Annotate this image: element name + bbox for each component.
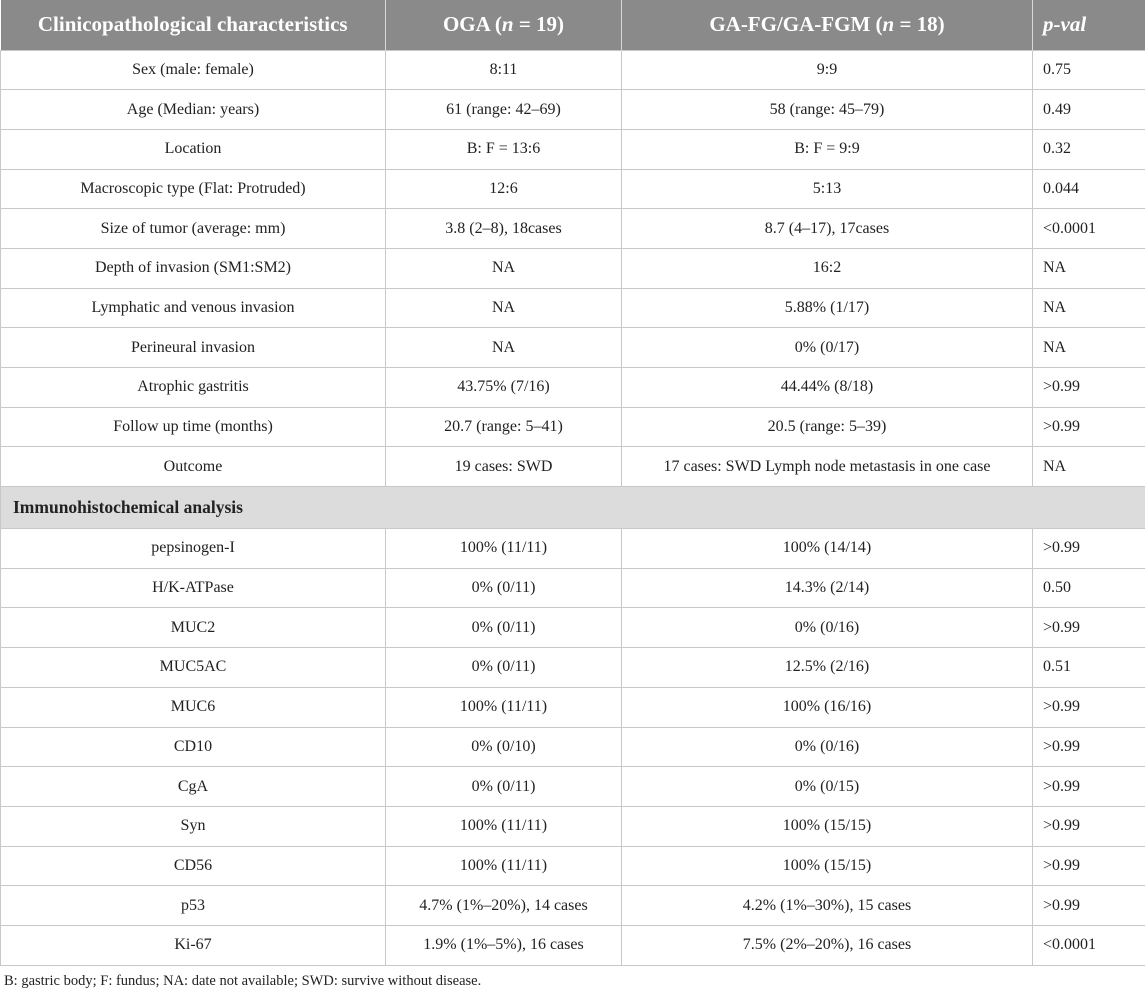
table-row	[1, 407, 1145, 447]
header-p-value: p-val	[1033, 0, 1145, 50]
table-cell-c1: Lymphatic and venous invasion	[1, 288, 386, 328]
table-cell-c4: <0.0001	[1033, 209, 1145, 249]
header-ga-fg: GA-FG/GA-FGM (n = 18)	[622, 0, 1033, 50]
table-cell-c2: NA	[386, 328, 622, 368]
table-cell-c2: NA	[386, 288, 622, 328]
table-cell-c4: <0.0001	[1033, 925, 1145, 965]
table-cell-c3: 17 cases: SWD Lymph node metastasis in one case	[622, 447, 1033, 487]
table-cell-c1: Syn	[1, 806, 386, 846]
table-row	[1, 529, 1145, 569]
table-cell-c2: 0% (0/11)	[386, 648, 622, 688]
table-cell-c2: 100% (11/11)	[386, 806, 622, 846]
table-cell-c1: Follow up time (months)	[1, 407, 386, 447]
table-cell-c2: 61 (range: 42–69)	[386, 90, 622, 130]
table-cell-c2: 0% (0/11)	[386, 767, 622, 807]
table-cell-c2: B: F = 13:6	[386, 129, 622, 169]
table-cell-c3: 44.44% (8/18)	[622, 368, 1033, 408]
table-row	[1, 687, 1145, 727]
table-row	[1, 846, 1145, 886]
table-row	[1, 727, 1145, 767]
table-cell-c2: 0% (0/10)	[386, 727, 622, 767]
table-cell-c1: MUC6	[1, 687, 386, 727]
table-cell-c2: 4.7% (1%–20%), 14 cases	[386, 886, 622, 926]
table-cell-c1: CD56	[1, 846, 386, 886]
table-cell-c4: NA	[1033, 328, 1145, 368]
table-cell-c3: 100% (14/14)	[622, 529, 1033, 569]
section-row	[1, 487, 1145, 529]
table-cell-c4: 0.51	[1033, 648, 1145, 688]
table-cell-c2: NA	[386, 248, 622, 288]
header-characteristics: Clinicopathological characteristics	[1, 0, 386, 50]
table-cell-c1: Outcome	[1, 447, 386, 487]
table-cell-c1: p53	[1, 886, 386, 926]
table-cell-c2: 43.75% (7/16)	[386, 368, 622, 408]
table-cell-c2: 3.8 (2–8), 18cases	[386, 209, 622, 249]
table-cell-c1: Depth of invasion (SM1:SM2)	[1, 248, 386, 288]
table-cell-c3: 0% (0/16)	[622, 608, 1033, 648]
table-row	[1, 886, 1145, 926]
table-cell-c1: Atrophic gastritis	[1, 368, 386, 408]
table-cell-c1: Sex (male: female)	[1, 50, 386, 90]
table-cell-c3: 20.5 (range: 5–39)	[622, 407, 1033, 447]
table-cell-c3: 7.5% (2%–20%), 16 cases	[622, 925, 1033, 965]
table-cell-c3: 14.3% (2/14)	[622, 568, 1033, 608]
table-row	[1, 608, 1145, 648]
table-row	[1, 648, 1145, 688]
table-cell-c4: >0.99	[1033, 767, 1145, 807]
table-cell-c2: 1.9% (1%–5%), 16 cases	[386, 925, 622, 965]
table-cell-c4: >0.99	[1033, 407, 1145, 447]
table-cell-c3: 4.2% (1%–30%), 15 cases	[622, 886, 1033, 926]
table-cell-c2: 20.7 (range: 5–41)	[386, 407, 622, 447]
table-cell-c2: 0% (0/11)	[386, 568, 622, 608]
table-cell-c1: Size of tumor (average: mm)	[1, 209, 386, 249]
table-cell-c4: >0.99	[1033, 529, 1145, 569]
table-row	[1, 50, 1145, 90]
table-row	[1, 568, 1145, 608]
table-cell-c4: 0.32	[1033, 129, 1145, 169]
table-cell-c4: >0.99	[1033, 368, 1145, 408]
table-row	[1, 288, 1145, 328]
table-row	[1, 90, 1145, 130]
table-cell-c4: >0.99	[1033, 727, 1145, 767]
table-row	[1, 328, 1145, 368]
table-cell-c3: 0% (0/17)	[622, 328, 1033, 368]
table-cell-c3: 100% (16/16)	[622, 687, 1033, 727]
table-cell-c4: >0.99	[1033, 687, 1145, 727]
header-row	[1, 0, 1145, 50]
table-cell-c4: >0.99	[1033, 806, 1145, 846]
table-cell-c2: 100% (11/11)	[386, 846, 622, 886]
table-cell-c1: CD10	[1, 727, 386, 767]
table-cell-c2: 19 cases: SWD	[386, 447, 622, 487]
table-cell-c4: >0.99	[1033, 846, 1145, 886]
table-row	[1, 806, 1145, 846]
section-title: Immunohistochemical analysis	[1, 487, 1145, 529]
table-cell-c1: pepsinogen-I	[1, 529, 386, 569]
table-cell-c1: Age (Median: years)	[1, 90, 386, 130]
table-row	[1, 129, 1145, 169]
table-cell-c1: Macroscopic type (Flat: Protruded)	[1, 169, 386, 209]
table-cell-c1: H/K-ATPase	[1, 568, 386, 608]
table-cell-c2: 100% (11/11)	[386, 687, 622, 727]
table-row	[1, 925, 1145, 965]
table-cell-c4: 0.044	[1033, 169, 1145, 209]
table-cell-c4: >0.99	[1033, 886, 1145, 926]
footnote: B: gastric body; F: fundus; NA: date not available; SWD: survive without disease.	[0, 966, 1145, 990]
table-cell-c4: 0.75	[1033, 50, 1145, 90]
table-row	[1, 169, 1145, 209]
table-cell-c4: 0.50	[1033, 568, 1145, 608]
table-cell-c4: NA	[1033, 447, 1145, 487]
table-row	[1, 368, 1145, 408]
table-cell-c3: 16:2	[622, 248, 1033, 288]
table-cell-c3: 9:9	[622, 50, 1033, 90]
table-cell-c3: B: F = 9:9	[622, 129, 1033, 169]
table-cell-c3: 100% (15/15)	[622, 846, 1033, 886]
table-cell-c3: 12.5% (2/16)	[622, 648, 1033, 688]
table-cell-c4: 0.49	[1033, 90, 1145, 130]
table-row	[1, 767, 1145, 807]
table-cell-c4: NA	[1033, 288, 1145, 328]
table-cell-c1: Perineural invasion	[1, 328, 386, 368]
table-cell-c3: 8.7 (4–17), 17cases	[622, 209, 1033, 249]
header-oga: OGA (n = 19)	[386, 0, 622, 50]
table-cell-c2: 8:11	[386, 50, 622, 90]
table-cell-c3: 58 (range: 45–79)	[622, 90, 1033, 130]
table-cell-c1: Location	[1, 129, 386, 169]
table-cell-c1: CgA	[1, 767, 386, 807]
table-cell-c1: Ki-67	[1, 925, 386, 965]
table-cell-c4: NA	[1033, 248, 1145, 288]
table-cell-c3: 5:13	[622, 169, 1033, 209]
table-cell-c3: 0% (0/16)	[622, 727, 1033, 767]
table-cell-c3: 100% (15/15)	[622, 806, 1033, 846]
table-row	[1, 248, 1145, 288]
table-cell-c1: MUC5AC	[1, 648, 386, 688]
table-cell-c3: 0% (0/15)	[622, 767, 1033, 807]
table-row	[1, 209, 1145, 249]
table-cell-c2: 0% (0/11)	[386, 608, 622, 648]
table-row	[1, 447, 1145, 487]
table-cell-c4: >0.99	[1033, 608, 1145, 648]
table-cell-c3: 5.88% (1/17)	[622, 288, 1033, 328]
table-cell-c2: 100% (11/11)	[386, 529, 622, 569]
table-cell-c1: MUC2	[1, 608, 386, 648]
table-cell-c2: 12:6	[386, 169, 622, 209]
